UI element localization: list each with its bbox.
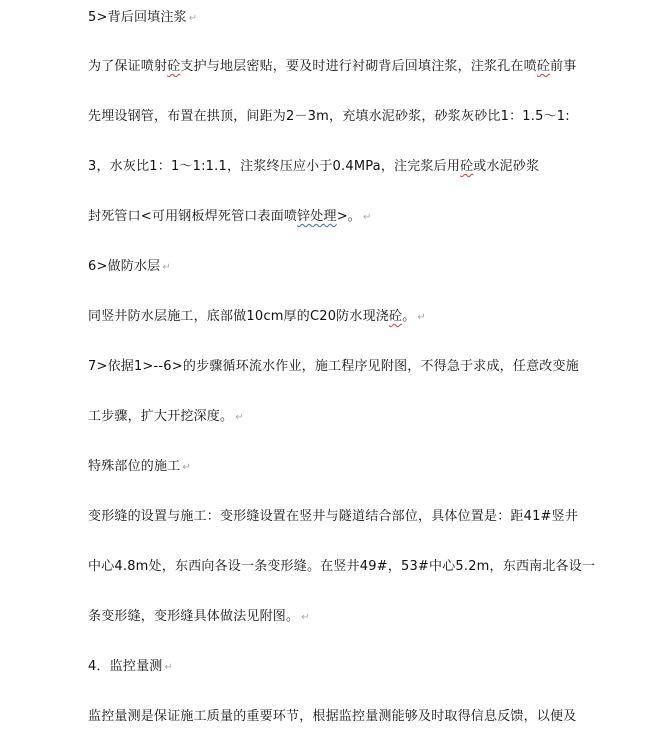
spellcheck-word: 砼 — [388, 309, 403, 324]
line-text: 变形缝的设置与施工：变形缝设置在竖井与隧道结合部位，具体位置是：距41#竖井 — [88, 509, 579, 524]
line-text: 支护与地层密贴，要及时进行衬砌背后回填注浆，注浆孔在喷 — [180, 59, 537, 74]
line-text: 3，水灰比1：1～1:1.1，注浆终压应小于0.4MPa，注完浆后用 — [88, 159, 461, 174]
line-text: 特殊部位的施工 — [88, 459, 181, 474]
paragraph-line — [88, 308, 598, 327]
heading-monitoring — [88, 658, 598, 677]
heading-waterproof-layer — [88, 258, 598, 277]
heading-backfill-grouting — [88, 9, 598, 28]
paragraph-line — [88, 358, 598, 376]
paragraph-mark-icon: ↵ — [188, 13, 198, 24]
line-text: 7>依据1>--6>的步骤循环流水作业，施工程序见附图，不得急于求成，任意改变施 — [88, 359, 579, 374]
spellcheck-word: 砼 — [167, 59, 181, 74]
paragraph-line — [88, 408, 598, 427]
paragraph-line — [88, 208, 598, 227]
paragraph-mark-icon: ↵ — [301, 612, 310, 623]
paragraph-mark-icon: ↵ — [363, 212, 372, 223]
paragraph-line — [88, 708, 598, 726]
spellcheck-word: 砼 — [460, 159, 474, 174]
paragraph-line — [88, 558, 598, 576]
paragraph-line — [88, 108, 598, 126]
line-text: 或水泥砂浆 — [473, 159, 540, 174]
line-text: >。 — [336, 209, 361, 224]
line-text: 为了保证喷射 — [88, 59, 168, 74]
paragraph-mark-icon: ↵ — [164, 662, 174, 673]
spellcheck-word: 砼 — [536, 59, 551, 74]
grammar-check-phrase: 锌处理 — [297, 209, 337, 224]
line-text: 封死管口<可用钢板焊死管口表面喷 — [88, 209, 298, 224]
paragraph-mark-icon: ↵ — [417, 312, 426, 323]
line-text: 5>背后回填注浆 — [88, 10, 187, 25]
line-text: 先埋设钢管，布置在拱顶，间距为2－3m，充填水泥砂浆，砂浆灰砂比1：1.5～1: — [88, 109, 570, 124]
heading-special-parts — [88, 458, 598, 477]
paragraph-line — [88, 608, 598, 627]
line-text: 中心4.8m处，东西向各设一条变形缝。在竖井49#，53#中心5.2m，东西南北各设一 — [88, 559, 596, 574]
paragraph-line — [88, 58, 598, 76]
paragraph-mark-icon: ↵ — [182, 462, 191, 473]
line-text: 4．监控量测 — [88, 659, 163, 674]
paragraph-line — [88, 508, 598, 526]
line-text: 工步骤，扩大开挖深度。 — [88, 409, 234, 424]
line-text: 监控量测是保证施工质量的重要环节，根据监控量测能够及时取得信息反馈，以便及 — [88, 709, 577, 724]
paragraph-mark-icon: ↵ — [235, 412, 244, 423]
paragraph-line — [88, 158, 598, 176]
line-text: 同竖井防水层施工，底部做10cm厚的C20防水现浇 — [88, 309, 389, 324]
paragraph-mark-icon: ↵ — [162, 262, 171, 273]
line-text: 。 — [402, 309, 416, 324]
line-text: 前事 — [550, 59, 577, 74]
line-text: 6>做防水层 — [88, 259, 161, 274]
line-text: 条变形缝，变形缝具体做法见附图。 — [88, 609, 300, 624]
